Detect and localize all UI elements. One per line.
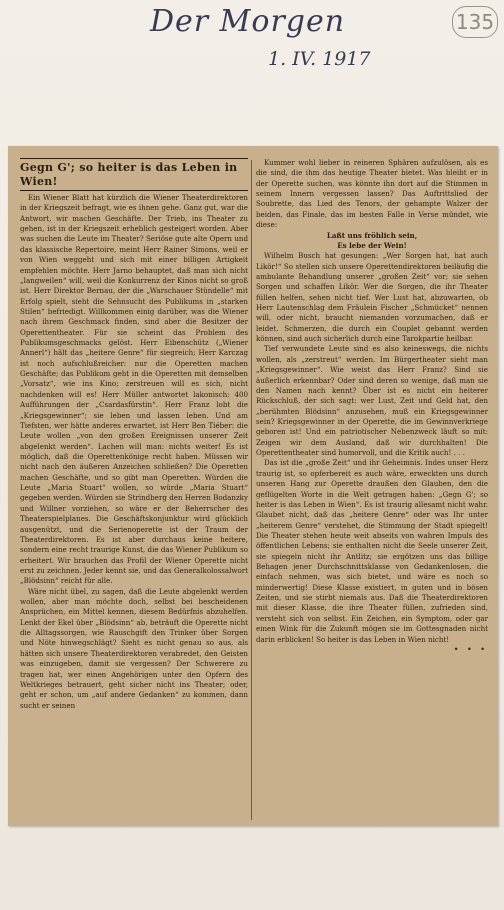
article-left-column: [20, 158, 248, 818]
article-paragraph: Tief verwundete Leute sind es also keineswegs, die nichts wollen, als „zerstreut“ werden. Im Bürgertheater sieht man „Kriegsgewinner“. Wie weist das Herr Franz? Sind sie äußerlich erkennbar? Oder sind deren so wenige, daß man sie den Namen nach kennt? Über ist es nicht ein heiterer Rückschluß, der sich sagt: wer Lust, Zeit und Geld hat, den „berühmten Blödsinn“ anzusehen, muß ein Kriegsgewinner sein? Kriegsgewinner in der Operette, die im Gewinnverkriege geboren ist! Und ein patriotischer Nebenzweck läuft so mit: Zeigen wir dem Ausland, daß wir durchhalten! Die Operettentheater sind humorvoll, und die Kritik auch! . . .: [256, 344, 488, 458]
verse-line: Es lebe der Wein!: [337, 240, 407, 250]
handwritten-date: [268, 48, 371, 70]
archive-page-number: 135: [452, 6, 498, 38]
handwritten-title: Der Morgen: [150, 4, 346, 39]
verse-line: Laßt uns fröhlich sein,: [326, 230, 418, 240]
article-paragraph: Ein Wiener Blatt hat kürzlich die Wiener Theaterdirektoren in der Kriegszeit befragt, wie es ihnen gehe. Ganz gut, war die Antwort, wir machen Geschäfte. Der Trieb, ins Theater zu gehen, ist in der Kriegszeit erheblich gesteigert worden. Aber was suchen die Leute im Theater? Seriöse gute alte Opern und das klassische Repertoire, meint Herr Rainer Simons, weil er von Wien weggeht und sich mit einer billigen Artigkeit empfehlen möchte. Herr Jarno behauptet, daß man sich nicht „langweilen“ will, weil die Konkurrenz der Kinos nicht so groß ist. Herr Direktor Bernau, der die „Warschauer Stündelle“ mit Erfolg spielt, sieht die Sehnsucht des Publikums in „starken Stilen“ befriedigt. Willkommen einig darüber, was die Wiener nach ihrem Geschmack finden, sind aber die Besitzer der Operettentheater. Für sie scheint das Problem des Publikumsgeschmacks gelöst. Herr Eibenschütz („Wiener Annerl“) hält das „heitere Genre“ für siegreich; Herr Karczag ist noch aufschlußreicher: nur die Operetten machen Geschäfte; das Publikum geht in die Operetten mit demselben „Vorsatz“, wie ins Kino; zerstreuen will es sich, nicht nachdenken will es! Herr Müller antwortet lakonisch: 400 Aufführungen der „Csardasfürstin“. Herr Franz lobt die „Kriegsgewinner“; sie leben und lassen leben. Und am Tiefsten, wer hätte anderes erwartet, ist Herr Ben Tiéber: die Leute wollen „von den großen Ereignissen unserer Zeit abgelenkt werden“. Lachen will man: nichts weiter! Es ist möglich, daß die Operettenkönige recht haben. Müssen wir nicht nach den äußeren Anzeichen schließen? Die Operetten machen Geschäfte, und so gibt man Operetten. Würden die Leute „Maria Stuart“ wollen, so würde „Maria Stuart“ gegeben werden. Würden sie Strindberg den Herren Bodanzky und Willner vorziehen, so wäre er der Beherrscher des Theaterspielplanes. Die Geschäftskonjunktur wird glücklich ausgenützt, und die Serienoperette ist der Traum der Theaterdirektoren. Es ist aber durchaus keine heitere, sondern eine recht traurige Kunst, die das Wiener Publikum so erheitert. Wir brauchen das Profil der Wiener Operette nicht erst zu zeichnen. Jeder kennt sie, und das Generalkolossalwort „Blödsinn“ reicht für alle.: [20, 193, 248, 586]
article-end-mark: • • •: [453, 644, 488, 654]
article-headline: Gegn G'; so heiter is das Leben in Wien!: [20, 158, 248, 191]
article-paragraph: Kummer wohl lieber in reineren Sphären aufzulösen, als es die sind, die ihm das heutige Theater bietet. Was bleibt er in der Operette suchen, was könnte ihn dort auf die Stimmen in seinem Innern vergessen lassen? Das Auftrittslied der Soubrette, das Lied des Tenors, der gehampte Walzer der beiden, das Finale, das im besten Falle in Verse mündet, wie diese:: [256, 158, 488, 230]
handwritten-date-text: 1. IV. 1917: [268, 48, 371, 70]
column-divider: [251, 160, 252, 820]
article-paragraph: Wilhelm Busch hat gesungen: „Wer Sorgen hat, hat auch Likör!“ So stellen sich unsere Operettendirektoren beiläufig die ambulante Behandlung unserer „großen Zeit“ vor; sie sehen Sorgen und schaffen Likör. Wer die Sorgen, die ihr Theater füllen helfen, sehen nicht tief. Wer Lust hat, abzuwarten, ob Herr Lautenschlag dem Fräulein Fischer „Schmücket“ nennen will, oder nicht, braucht niemanden vorzumachen, daß er leidet. Schmerzen, die durch ein Couplet gebannt werden können, sind auch sicherlich durch eine Tarokpartie heilbar.: [256, 251, 488, 344]
article-paragraph: Das ist die „große Zeit“ und ihr Geheimnis. Indes unser Herz traurig ist, so opferbereit es auch wäre, erweckten uns durch unseren Hang zur Operette draußen den Glauben, den die geflügelten Worte in die Welt getragen haben: „Gegn G'; so heiter is das Leben in Wien“. Es ist traurig allesamt nicht wahr. Glaubet nicht, daß das „heitere Genre“ oder was Ihr unter „heiterem Genre“ verstehet, die Stimmung der Stadt spiegelt! Die Theater stehen heute weit abseits von wahren Impuls des öffentlichen Lebens; sie enthalten nicht die Seele unserer Zeit, sie spiegeln nicht ihr Antlitz; sie ergötzen uns das billige Behagen jener Durchschnittsklasse von Gedankenlosen, die einfach nehmen, was sich bietet, und wäre es noch so minderwertig! Diese Klasse existiert, in guten und in bösen Zeiten, und sie stirbt niemals aus. Daß die Theaterdirektoren mit dieser Klasse, die ihre Theater füllen, zufrieden sind, versteht sich von selbst. Ein Zeichen, ein Symptom, oder gar einen Wink für die Zukunft mögen sie im Gottesgnaden nicht darin erblicken! So heiter is das Leben in Wien nicht!: [256, 458, 488, 644]
article-right-column: [256, 158, 488, 818]
article-paragraph: Wäre nicht übel, zu sagen, daß die Leute abgelenkt werden wollen, aber man möchte doch, selbst bei bescheidenen Ansprüchen, ein Mittel kennen, diesem Bedürfnis abzuhelfen. Lenkt der Ekel über „Blödsinn“ ab, beträuft die Operette nicht die Alltagssorgen, wie Rauschgift den Trinker über Sorgen und Nöte hinwegschlägt? Sieht es nicht genau so aus, als hätten sich unsere Theaterdirektoren verabredet, den Geisten was einzugeben, damit sie vergessen? Der Schwerere zu tragen hat, wer einen Angehörigen unter den Opfern des Weltkrieges betrauert, geht sicher nicht ins Theater; oder, geht er schon, um „auf andere Gedanken“ zu kommen, dann sucht er seinen: [20, 586, 248, 710]
